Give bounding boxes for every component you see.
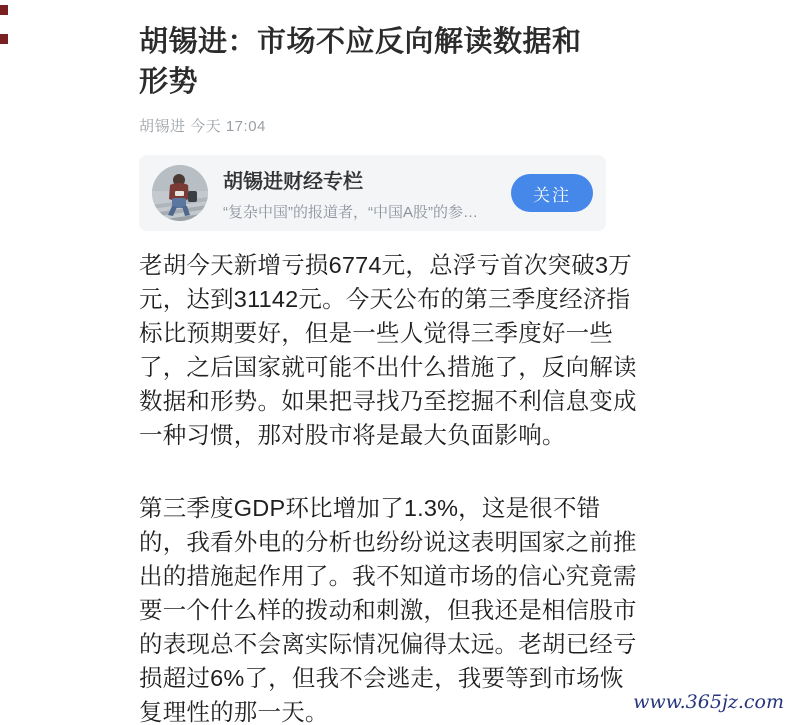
paragraph-2-line: 的表现总不会离实际情况偏得太远。老胡已经亏	[139, 631, 637, 657]
paragraph-1-line: 了，之后国家就可能不出什么措施了，反向解读	[139, 354, 637, 380]
person-sitting-photo-icon	[152, 165, 208, 221]
left-edge-red-mark-top	[0, 5, 8, 15]
author-name[interactable]: 胡锡进财经专栏	[223, 170, 363, 193]
paragraph-1-line: 老胡今天新增亏损6774元，总浮亏首次突破3万	[139, 252, 632, 278]
paragraph-2	[139, 491, 654, 725]
author-info	[223, 165, 478, 222]
paragraph-2-line: 损超过6%了，但我不会逃走，我要等到市场恢	[139, 665, 624, 691]
article-body	[139, 248, 654, 725]
follow-button[interactable]: 关注	[511, 174, 593, 212]
author-description: “复杂中国”的报道者，“中国A股”的参…	[223, 203, 478, 221]
paragraph-1-line: 标比预期要好，但是一些人觉得三季度好一些	[139, 320, 613, 346]
site-watermark-link[interactable]: www.365jz.com	[633, 691, 784, 713]
paragraph-2-line: 的，我看外电的分析也纷纷说这表明国家之前推	[139, 529, 637, 555]
paragraph-2-line: 第三季度GDP环比增加了1.3%，这是很不错	[139, 495, 601, 521]
page-title-line2: 形势	[139, 66, 199, 98]
author-card[interactable]	[139, 155, 606, 231]
article-page	[139, 0, 654, 725]
byline: 胡锡进 今天 17:04	[139, 118, 266, 135]
paragraph-1-line: 一种习惯，那对股市将是最大负面影响。	[139, 422, 566, 448]
paragraph-2-line: 出的措施起作用了。我不知道市场的信心究竟需	[139, 563, 637, 589]
paragraph-2-line: 要一个什么样的拨动和刺激，但我还是相信股市	[139, 597, 637, 623]
paragraph-1-line: 数据和形势。如果把寻找乃至挖掘不利信息变成	[139, 388, 637, 414]
page-title-line1: 胡锡进：市场不应反向解读数据和	[139, 26, 582, 58]
paragraph-1	[139, 248, 654, 452]
paragraph-2-line: 复理性的那一天。	[139, 699, 329, 725]
left-edge-red-mark-bottom	[0, 34, 8, 44]
author-avatar[interactable]	[152, 165, 208, 221]
page-title	[139, 0, 654, 102]
paragraph-1-line: 元，达到31142元。今天公布的第三季度经济指	[139, 286, 631, 312]
